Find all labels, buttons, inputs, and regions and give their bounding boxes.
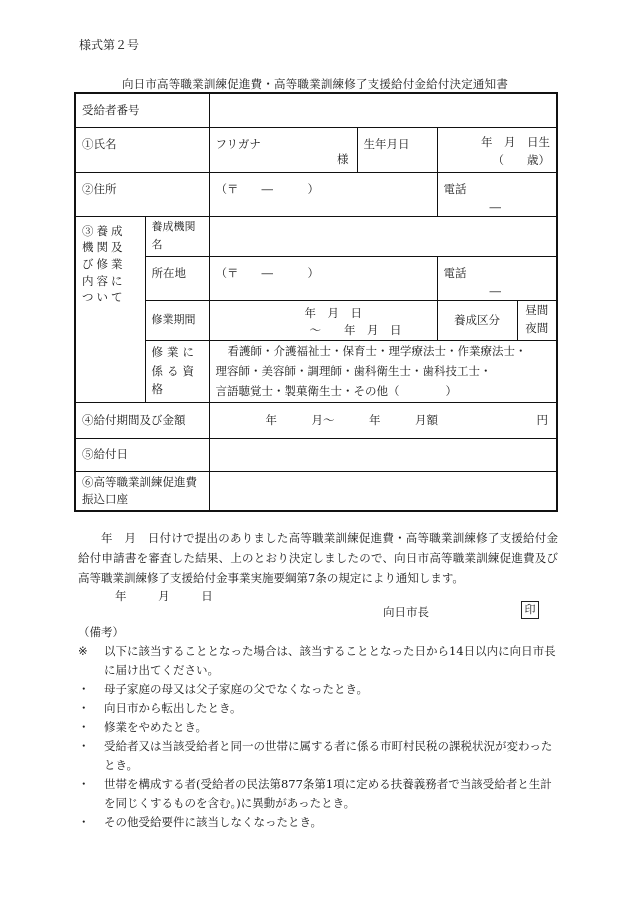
phone-field[interactable]: [437, 172, 557, 216]
payment-date-field[interactable]: [209, 438, 557, 471]
note-text: その他受給要件に該当しなくなったとき。: [104, 815, 323, 829]
phone-dash: ―: [489, 199, 501, 214]
account-field[interactable]: [209, 471, 557, 511]
note-mark: ・: [78, 739, 90, 753]
row-institution: [75, 216, 557, 256]
note-item: [78, 775, 560, 813]
qualification-line-1: 看護師・介護福祉士・保育士・理学療法士・作業療法士・: [227, 344, 527, 358]
training-type-label: 養成区分: [437, 300, 517, 340]
note-item: [78, 699, 560, 718]
note-item: [78, 718, 560, 737]
row-payment-date: [75, 438, 557, 471]
dob-label: 生年月日: [357, 127, 437, 172]
dob-field[interactable]: [437, 127, 557, 172]
name-label: ①氏名: [75, 127, 209, 172]
row-name: [75, 127, 557, 172]
row-address: [75, 172, 557, 216]
row-location: [75, 256, 557, 300]
furigana-label: フリガナ: [215, 136, 261, 151]
payment-value: 年 月～ 年 月額: [265, 412, 438, 427]
notification-body: 年 月 日付けで提出のありました高等職業訓練促進費・高等職業訓練修了支援給付金給付申請書を審査した結果、上のとおり決定しましたので、向日市高等職業訓練促進費及び高等職業訓練修了支援給付金事業実施要綱第7条の規定により通知します。: [78, 531, 558, 585]
location-label: 所在地: [145, 256, 209, 300]
location-phone-label: 電話: [443, 265, 467, 280]
note-item: [78, 813, 560, 832]
location-phone-field[interactable]: [437, 256, 557, 300]
note-mark: ・: [78, 815, 90, 829]
note-text: 母子家庭の母又は父子家庭の父でなくなったとき。: [104, 682, 369, 696]
note-text: 世帯を構成する者(受給者の民法第877条第1項に定める扶養義務者で当該受給者と生計を同じくするものを含む。)に異動があったとき。: [104, 777, 552, 810]
dob-value: 年 月 日生: [481, 134, 550, 149]
row-account: [75, 471, 557, 511]
qualification-label: 修業に係る資格: [145, 340, 209, 402]
location-field[interactable]: [209, 256, 437, 300]
mayor-title: 向日市長: [383, 605, 429, 619]
note-item: [78, 642, 560, 680]
postal-code: （〒 ― ）: [215, 181, 319, 196]
recipient-number-label: 受給者番号: [75, 93, 209, 127]
sama-suffix: 様: [337, 151, 349, 166]
qualification-options[interactable]: [209, 340, 557, 402]
recipient-number-field[interactable]: [209, 93, 557, 127]
document-title: 向日市高等職業訓練促進費・高等職業訓練修了支援給付金給付決定通知書: [121, 77, 509, 91]
note-item: [78, 737, 560, 775]
payment-field[interactable]: [209, 402, 557, 438]
note-text: 向日市から転出したとき。: [104, 701, 242, 715]
institution-field[interactable]: [209, 216, 557, 256]
seal-stamp: 印: [521, 601, 539, 619]
training-type-options[interactable]: [517, 300, 557, 340]
notes-heading: （備考）: [78, 625, 124, 639]
phone-label: 電話: [443, 181, 467, 196]
issue-date: 年 月 日: [115, 589, 213, 603]
note-text: 以下に該当することとなった場合は、該当することとなった日から14日以内に向日市長に届け出てください。: [104, 644, 556, 677]
age-value: （ 歳）: [492, 152, 550, 167]
note-item: [78, 680, 560, 699]
note-mark: ・: [78, 720, 90, 734]
address-label: ②住所: [75, 172, 209, 216]
account-label: ⑥高等職業訓練促進費振込口座: [75, 471, 209, 511]
location-postal: （〒 ― ）: [215, 265, 319, 280]
note-text: 修業をやめたとき。: [104, 720, 208, 734]
address-field[interactable]: [209, 172, 437, 216]
daytime-option[interactable]: 昼間: [525, 303, 549, 318]
period-start: 年 月 日: [304, 305, 362, 320]
payment-date-label: ⑤給付日: [75, 438, 209, 471]
period-end: ～ 年 月 日: [309, 322, 402, 337]
row-period: [75, 300, 557, 340]
location-phone-dash: ―: [489, 283, 501, 298]
payment-label: ④給付期間及び金額: [75, 402, 209, 438]
name-field[interactable]: [209, 127, 357, 172]
period-field[interactable]: [209, 300, 437, 340]
note-mark: ・: [78, 701, 90, 715]
nighttime-option[interactable]: 夜間: [525, 321, 549, 335]
qualification-line-3: 言語聴覚士・製菓衛生士・その他（ ）: [215, 384, 457, 398]
row-payment: [75, 402, 557, 438]
note-mark: ・: [78, 777, 90, 791]
yen-unit: 円: [536, 412, 548, 427]
period-label: 修業期間: [145, 300, 209, 340]
institution-label: 養成機関名: [145, 216, 209, 256]
qualification-line-2: 理容師・美容師・調理師・歯科衛生士・歯科技工士・: [215, 364, 492, 378]
note-text: 受給者又は当該受給者と同一の世帯に属する者に係る市町村民税の課税状況が変わったとき。: [104, 739, 553, 772]
note-mark: ・: [78, 682, 90, 696]
application-table: [74, 92, 558, 512]
row-recipient-number: [75, 93, 557, 127]
note-mark: ※: [78, 644, 88, 658]
section3-label: ③養成機関及び修業内容について: [75, 216, 145, 402]
form-number: 様式第２号: [79, 38, 140, 52]
row-qualification: [75, 340, 557, 402]
